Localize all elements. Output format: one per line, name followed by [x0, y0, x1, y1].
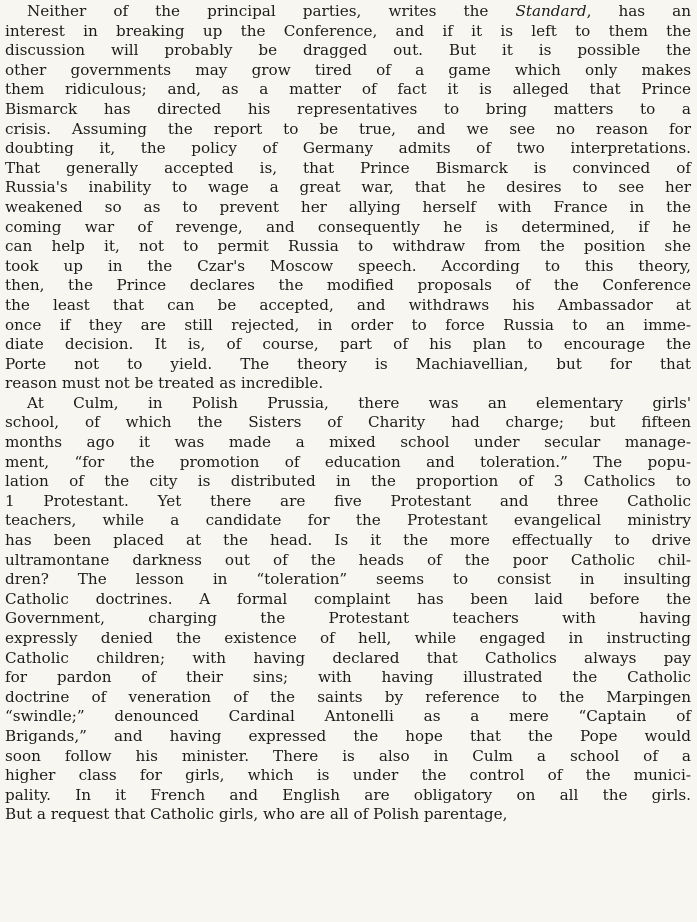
text-line: But a request that Catholic girls, who are all of Polish parentage,	[5, 805, 508, 824]
text-line: soon follow his minister. There is also in Culm a school of a	[5, 746, 691, 765]
text-line: the least that can be accepted, and withdraws his Ambassador at	[5, 295, 691, 314]
text-line: ment, “for the promotion of education and toleration.” The popu-	[5, 452, 691, 471]
text-line: That generally accepted is, that Prince Bismarck is convinced of	[5, 158, 691, 177]
text-line: lation of the city is distributed in the proportion of 3 Catholics to	[5, 472, 691, 491]
text-line: pality. In it French and English are obligatory on all the girls.	[5, 785, 691, 804]
text-line: higher class for girls, which is under the control of the munici-	[5, 766, 691, 785]
text-line: months ago it was made a mixed school under secular manage-	[5, 433, 691, 452]
text-line: ultramontane darkness out of the heads of the poor Catholic chil-	[5, 550, 691, 569]
paragraph-culm-school	[5, 394, 691, 825]
text-line: Neither of the principal parties, writes the Standard, has an	[27, 2, 691, 20]
text-line: diate decision. It is, of course, part of his plan to encourage the	[5, 335, 691, 354]
text-line: 1 Protestant. Yet there are five Protestant and three Catholic	[5, 491, 691, 510]
text-line: once if they are still rejected, in order to force Russia to an imme-	[5, 315, 691, 334]
text-line: them ridiculous; and, as a matter of fact it is alleged that Prince	[5, 80, 691, 99]
text-line: discussion will probably be dragged out. But it is possible the	[5, 41, 691, 60]
text-line: took up in the Czar's Moscow speech. According to this theory,	[5, 256, 691, 275]
text-line: Brigands,” and having expressed the hope that the Pope would	[5, 726, 691, 745]
text-line: expressly denied the existence of hell, while engaged in instructing	[5, 629, 691, 647]
text-line: “swindle;” denounced Cardinal Antonelli as a mere “Captain of	[5, 707, 691, 726]
text-line: Russia's inability to wage a great war, that he desires to see her	[5, 178, 691, 197]
text-line: interest in breaking up the Conference, and if it is left to them the	[5, 21, 691, 40]
text-line: Government, charging the Protestant teachers with having	[5, 609, 691, 628]
text-line: teachers, while a candidate for the Protestant evangelical ministry	[5, 511, 691, 530]
text-line: weakened so as to prevent her allying herself with France in the	[5, 197, 691, 216]
text-line: has been placed at the head. Is it the more effectually to drive	[5, 531, 691, 550]
text-line: can help it, not to permit Russia to withdraw from the position she	[5, 237, 691, 256]
article-column	[5, 2, 691, 825]
text-line: Catholic doctrines. A formal complaint has been laid before the	[5, 589, 691, 608]
text-line: coming war of revenge, and consequently he is determined, if he	[5, 217, 691, 236]
text-line: dren? The lesson in “toleration” seems to consist in insulting	[5, 570, 691, 589]
text-line: reason must not be treated as incredible.	[5, 374, 324, 393]
text-line: then, the Prince declares the modified proposals of the Conference	[5, 276, 691, 295]
text-line: crisis. Assuming the report to be true, and we see no reason for	[5, 119, 691, 138]
text-line: doubting it, the policy of Germany admits of two interpretations.	[5, 139, 691, 158]
text-line: Porte not to yield. The theory is Machiavellian, but for that	[5, 354, 691, 373]
text-line: Bismarck has directed his representatives to bring matters to a	[5, 99, 691, 118]
text-line: school, of which the Sisters of Charity had charge; but fifteen	[5, 413, 691, 432]
text-line: Catholic children; with having declared that Catholics always pay	[5, 648, 691, 667]
paragraph-standard-conference	[5, 2, 691, 394]
text-line: for pardon of their sins; with having illustrated the Catholic	[5, 668, 691, 687]
text-line: doctrine of veneration of the saints by reference to the Marpingen	[5, 687, 691, 706]
text-line: At Culm, in Polish Prussia, there was an elementary girls'	[27, 393, 691, 412]
text-line: other governments may grow tired of a game which only makes	[5, 60, 691, 79]
